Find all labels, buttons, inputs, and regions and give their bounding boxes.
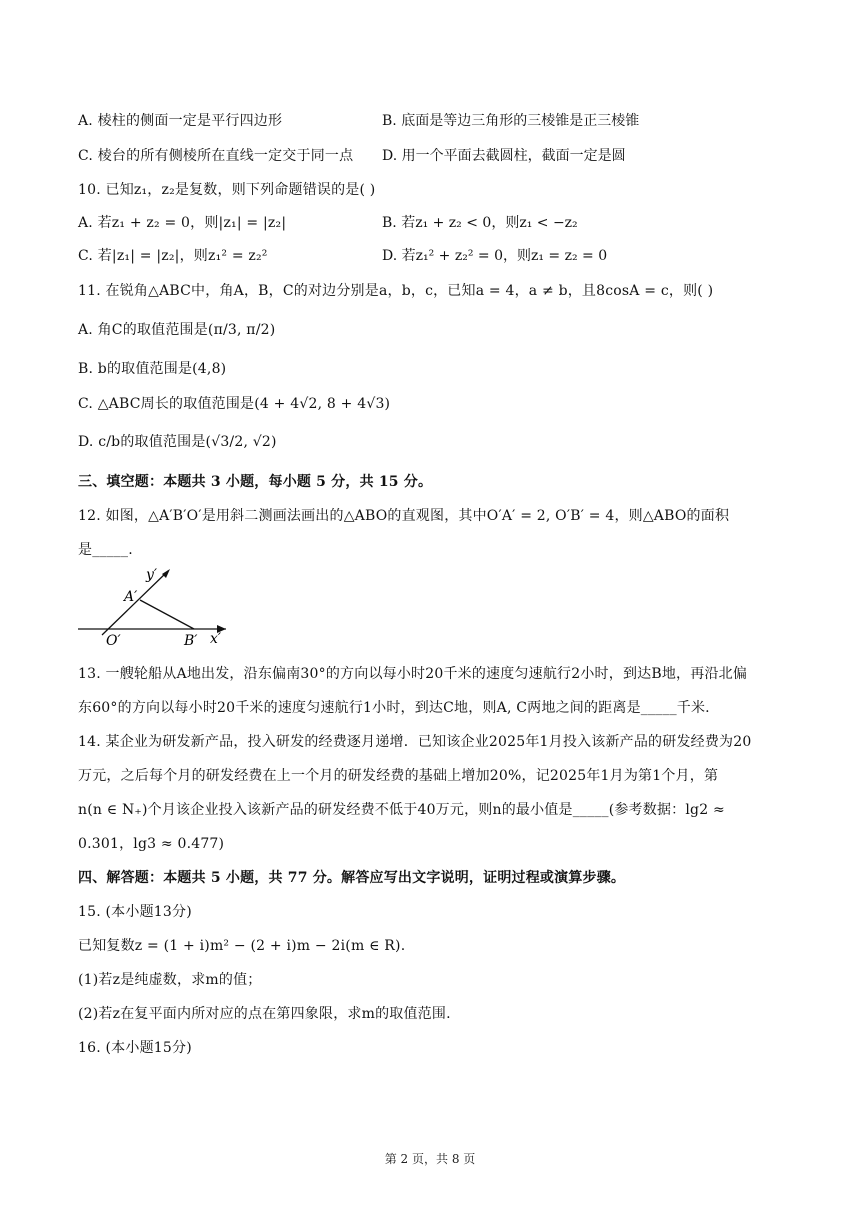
q13-stem-line1: 13. 一艘轮船从A地出发，沿东偏南30°的方向以每小时20千米的速度匀速航行2小时，到达B地，再沿北偏 bbox=[78, 666, 748, 682]
q14-stem-line1: 14. 某企业为研发新产品，投入研发的经费逐月递增．已知该企业2025年1月投入该新产品的研发经费为20 bbox=[78, 734, 752, 750]
page-footer: 第 2 页，共 8 页 bbox=[384, 1152, 476, 1166]
q15-part-2: (2)若z在复平面内所对应的点在第四象限，求m的取值范围. bbox=[78, 1006, 451, 1022]
q10-option-a: A. 若z₁ + z₂ = 0，则|z₁| = |z₂| bbox=[78, 215, 287, 231]
q10-option-b: B. 若z₁ + z₂ < 0，则z₁ < −z₂ bbox=[382, 215, 578, 231]
q11-stem: 11. 在锐角△ABC中，角A，B，C的对边分别是a，b，c，已知a = 4，a ≠ b，且8cosA = c，则( ) bbox=[78, 283, 714, 299]
q15-heading: 15. (本小题13分) bbox=[78, 904, 192, 920]
q15-body: 已知复数z = (1 + i)m² − (2 + i)m − 2i(m ∈ R). bbox=[78, 938, 406, 954]
label-o-prime: O′ bbox=[106, 633, 121, 649]
label-b-prime: B′ bbox=[184, 633, 198, 649]
q10-option-c: C. 若|z₁| = |z₂|，则z₁² = z₂² bbox=[78, 248, 268, 264]
q9-option-c: C. 棱台的所有侧棱所在直线一定交于同一点 bbox=[78, 148, 354, 164]
q10-option-d: D. 若z₁² + z₂² = 0，则z₁ = z₂ = 0 bbox=[382, 248, 608, 264]
q15-part-1: (1)若z是纯虚数，求m的值； bbox=[78, 972, 262, 988]
q10-stem: 10. 已知z₁，z₂是复数，则下列命题错误的是( ) bbox=[78, 182, 376, 198]
q14-stem-line2: 万元，之后每个月的研发经费在上一个月的研发经费的基础上增加20%，记2025年1月为第1个月，第 bbox=[78, 768, 719, 784]
q13-stem-line2: 东60°的方向以每小时20千米的速度匀速航行1小时，到达C地，则A, C两地之间的距离是_____千米. bbox=[78, 700, 710, 716]
q11-option-a: A. 角C的取值范围是(π/3, π/2) bbox=[78, 322, 276, 338]
q12-stem-line1: 12. 如图，△A′B′O′是用斜二测画法画出的△ABO的直观图，其中O′A′ = 2, O′B′ = 4，则△ABO的面积 bbox=[78, 508, 730, 524]
section-3-heading: 三、填空题：本题共 3 小题，每小题 5 分，共 15 分。 bbox=[78, 474, 433, 490]
q11-option-c: C. △ABC周长的取值范围是(4 + 4√2, 8 + 4√3) bbox=[78, 396, 391, 412]
label-y-axis: y′ bbox=[146, 567, 158, 583]
q9-option-b: B. 底面是等边三角形的三棱锥是正三棱锥 bbox=[382, 113, 640, 129]
q9-option-a: A. 棱柱的侧面一定是平行四边形 bbox=[78, 113, 283, 129]
q11-option-b: B. b的取值范围是(4,8) bbox=[78, 361, 227, 377]
q14-stem-line3: n(n ∈ N₊)个月该企业投入该新产品的研发经费不低于40万元，则n的最小值是_____(参考数据：lg2 ≈ bbox=[78, 802, 725, 818]
label-a-prime: A′ bbox=[124, 589, 138, 605]
q9-option-d: D. 用一个平面去截圆柱，截面一定是圆 bbox=[382, 148, 626, 164]
q12-stem-line2: 是_____. bbox=[78, 542, 133, 558]
q16-heading: 16. (本小题15分) bbox=[78, 1040, 192, 1056]
q14-stem-line4: 0.301，lg3 ≈ 0.477) bbox=[78, 836, 225, 852]
q12-oblique-figure bbox=[74, 563, 234, 649]
section-4-heading: 四、解答题：本题共 5 小题，共 77 分。解答应写出文字说明，证明过程或演算步骤。 bbox=[78, 870, 626, 886]
label-x-axis: x′ bbox=[210, 631, 222, 647]
q11-option-d: D. c/b的取值范围是(√3/2, √2) bbox=[78, 434, 277, 450]
